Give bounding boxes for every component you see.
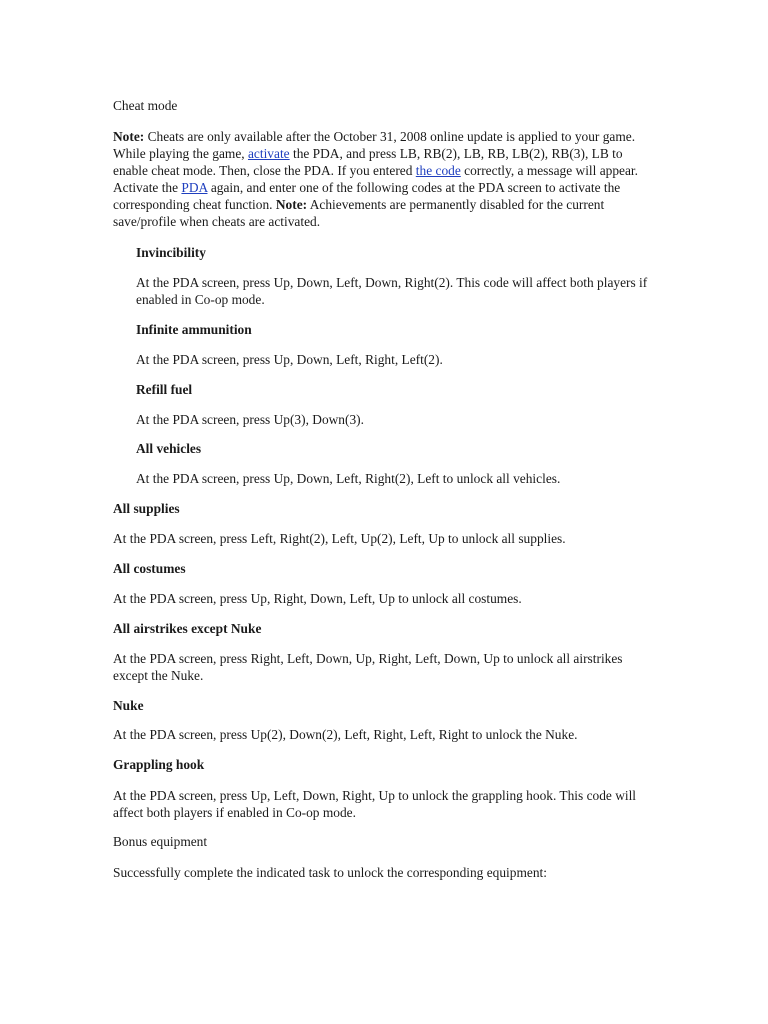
cheat-desc-nuke: At the PDA screen, press Up(2), Down(2), Left, Right, Left, Right to unlock the Nuke. — [113, 727, 578, 742]
cheat-desc-all-airstrikes: At the PDA screen, press Right, Left, Down, Up, Right, Left, Down, Up to unlock all airstrikes except the Nuke. — [113, 651, 623, 683]
cheat-title-grappling-hook: Grappling hook — [113, 757, 205, 772]
cheat-desc-all-costumes: At the PDA screen, press Up, Right, Down, Left, Up to unlock all costumes. — [113, 591, 522, 606]
cheat-title-invincibility: Invincibility — [136, 245, 206, 260]
pda-link[interactable]: PDA — [181, 180, 208, 195]
intro-text-3: correctly, a message will appear. Activate the — [113, 163, 639, 195]
activate-link[interactable]: activate — [247, 146, 290, 161]
bonus-equipment-desc: Successfully complete the indicated task to unlock the corresponding equipment: — [113, 865, 547, 880]
cheat-title-refill-fuel: Refill fuel — [136, 382, 193, 397]
note-label: Note: — [113, 129, 145, 144]
cheat-title-all-airstrikes: All airstrikes except Nuke — [113, 621, 262, 636]
cheat-title-nuke: Nuke — [113, 698, 144, 713]
cheat-desc-invincibility: At the PDA screen, press Up, Down, Left, Down, Right(2). This code will affect both players if enabled in Co-op mode. — [136, 275, 648, 307]
cheat-desc-all-vehicles: At the PDA screen, press Up, Down, Left, Right(2), Left to unlock all vehicles. — [136, 471, 561, 486]
intro-text-1: Cheats are only available after the October 31, 2008 online update is applied to your game. While playing the game, — [113, 129, 636, 161]
intro-text-5: Achievements are permanently disabled for the current save/profile when cheats are activated. — [113, 197, 605, 229]
the-code-link[interactable]: the code — [415, 163, 461, 178]
cheat-title-all-supplies: All supplies — [113, 501, 180, 516]
cheat-desc-all-supplies: At the PDA screen, press Left, Right(2), Left, Up(2), Left, Up to unlock all supplies. — [113, 531, 566, 546]
cheat-desc-grappling-hook: At the PDA screen, press Up, Left, Down, Right, Up to unlock the grappling hook. This code will affect both players if enabled in Co-op mode. — [113, 788, 637, 820]
cheat-title-infinite-ammunition: Infinite ammunition — [136, 322, 252, 337]
cheat-desc-refill-fuel: At the PDA screen, press Up(3), Down(3). — [136, 412, 364, 427]
intro-text-4: again, and enter one of the following codes at the PDA screen to activate the corresponding cheat function. — [113, 180, 621, 212]
section-heading-cheat-mode: Cheat mode — [113, 98, 178, 113]
section-heading-bonus-equipment: Bonus equipment — [113, 834, 208, 849]
cheat-desc-infinite-ammunition: At the PDA screen, press Up, Down, Left, Right, Left(2). — [136, 352, 443, 367]
note-label-2: Note: — [275, 197, 308, 212]
intro-text-2: the PDA, and press LB, RB(2), LB, RB, LB(2), RB(3), LB to enable cheat mode. Then, close the PDA. If you entered — [113, 146, 623, 178]
cheat-title-all-vehicles: All vehicles — [136, 441, 202, 456]
cheat-title-all-costumes: All costumes — [113, 561, 186, 576]
intro-paragraph — [113, 128, 653, 230]
